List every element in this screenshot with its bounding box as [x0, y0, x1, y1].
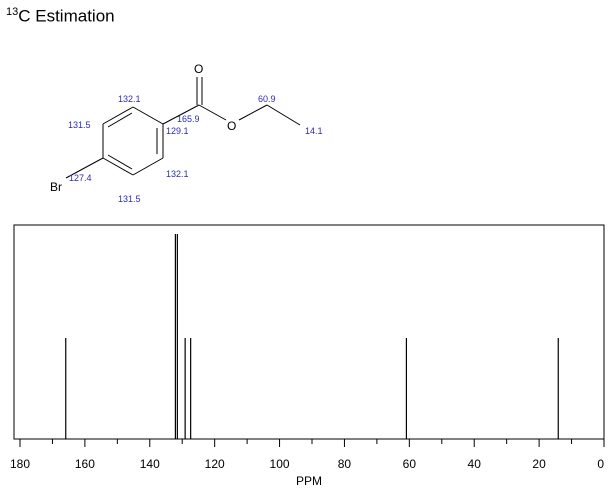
tick-label-0: 0 [597, 457, 604, 471]
bond-c-o-ester [199, 105, 226, 120]
bromine-label: Br [50, 180, 62, 194]
shift-label-meta-top: 131.5 [68, 120, 91, 130]
bond-ch2-ch3 [267, 105, 300, 125]
plot-frame [14, 225, 604, 439]
page-title [6, 6, 115, 27]
bond-ring-double-1 [108, 113, 132, 127]
molecule-structure [0, 50, 360, 210]
tick-label-60: 60 [402, 457, 417, 471]
bond-o-ch2 [239, 105, 267, 120]
shift-label-carbonyl: 165.9 [177, 114, 200, 124]
ester-oxygen-label: O [227, 119, 237, 133]
tick-label-160: 160 [74, 457, 95, 471]
bond-ring-1 [133, 107, 163, 124]
tick-label-140: 140 [139, 457, 160, 471]
shift-label-meta-bottom: 131.5 [118, 194, 141, 204]
shift-label-ch3: 14.1 [305, 126, 323, 136]
shift-label-para-br: 127.4 [69, 173, 92, 183]
tick-label-120: 120 [204, 457, 225, 471]
shift-label-ch2: 60.9 [258, 94, 276, 104]
isotope-superscript: 13 [6, 6, 19, 18]
bond-ring-double-3 [108, 155, 132, 169]
x-axis-label: PPM [295, 474, 323, 488]
shift-label-ortho-top: 132.1 [118, 94, 141, 104]
tick-label-80: 80 [337, 457, 352, 471]
shift-label-ipso: 129.1 [166, 126, 189, 136]
spectrum-chart [0, 220, 610, 494]
bond-ring-3 [133, 158, 163, 175]
peaks-group [66, 234, 559, 439]
title-text: C Estimation [18, 6, 115, 26]
shift-label-ortho-bottom: 132.1 [166, 169, 189, 179]
tick-label-180: 180 [9, 457, 31, 471]
tick-label-40: 40 [467, 457, 481, 471]
carbonyl-oxygen-label: O [194, 62, 204, 76]
tick-label-20: 20 [532, 457, 546, 471]
tick-label-100: 100 [269, 457, 290, 471]
x-axis-ticks [10, 439, 604, 471]
